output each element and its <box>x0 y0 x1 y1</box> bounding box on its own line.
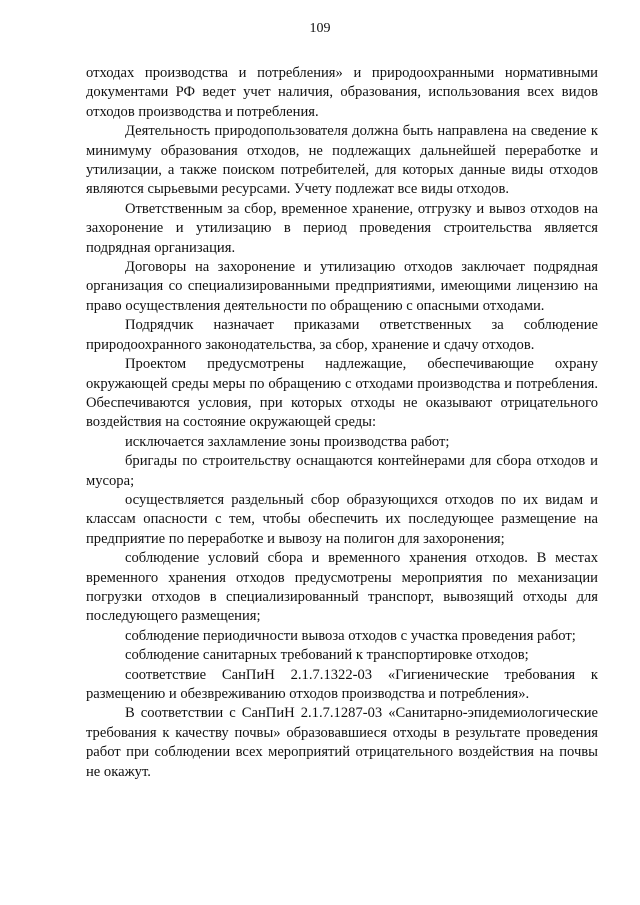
list-item: бригады по строительству оснащаются контейнерами для сбора отходов и мусора; <box>86 453 598 489</box>
paragraph: Ответственным за сбор, временное хранение, отгрузку и вывоз отходов на захоронение и утилизацию в период проведения строительства является подрядная организация. <box>86 200 598 256</box>
page-number: 109 <box>309 21 331 36</box>
list-item: соответствие СанПиН 2.1.7.1322-03 «Гигиенические требования к размещению и обезвреживанию отходов производства и потребления». <box>86 666 598 702</box>
paragraph: Подрядчик назначает приказами ответственных за соблюдение природоохранного законодательства, за сбор, хранение и сдачу отходов. <box>86 317 598 353</box>
list-item: исключается захламление зоны производства работ; <box>125 433 450 450</box>
document-body <box>86 64 598 782</box>
paragraph: Проектом предусмотрены надлежащие, обеспечивающие охрану окружающей среды меры по обращению с отходами производства и потребления. Обеспечиваются условия, при которых отходы не оказывают отрицательного воздействия на состояние окружающей среды: <box>86 356 598 431</box>
list-item: соблюдение условий сбора и временного хранения отходов. В местах временного хранения отходов предусмотрены мероприятия по механизации погрузки отходов в специализированный транспорт, вывозящий отходы для последующего размещения; <box>86 550 598 625</box>
list-item: соблюдение периодичности вывоза отходов с участка проведения работ; <box>125 627 576 644</box>
list-item: осуществляется раздельный сбор образующихся отходов по их видам и классам опасности с тем, чтобы обеспечить их последующее размещение на предприятие по переработке и вывозу на полигон для захоронения; <box>86 491 598 547</box>
paragraph: В соответствии с СанПиН 2.1.7.1287-03 «Санитарно-эпидемиологические требования к качеству почвы» образовавшиеся отходы в результате проведения работ при соблюдении всех мероприятий отрицательного воздействия на почвы не окажут. <box>86 705 598 780</box>
paragraph: отходах производства и потребления» и природоохранными нормативными документами РФ ведет учет наличия, образования, использования всех видов отходов производства и потребления. <box>86 65 598 120</box>
paragraph: Деятельность природопользователя должна быть направлена на сведение к минимуму образования отходов, не подлежащих дальнейшей переработке и утилизации, а также поиском потребителей, для которых данные виды отходов являются сырьевыми ресурсами. Учету подлежат все виды отходов. <box>86 123 598 198</box>
list-item: соблюдение санитарных требований к транспортировке отходов; <box>125 647 529 664</box>
paragraph: Договоры на захоронение и утилизацию отходов заключает подрядная организация со специализированными предприятиями, имеющими лицензию на право осуществления деятельности по обращению с опасными отходами. <box>86 259 598 314</box>
